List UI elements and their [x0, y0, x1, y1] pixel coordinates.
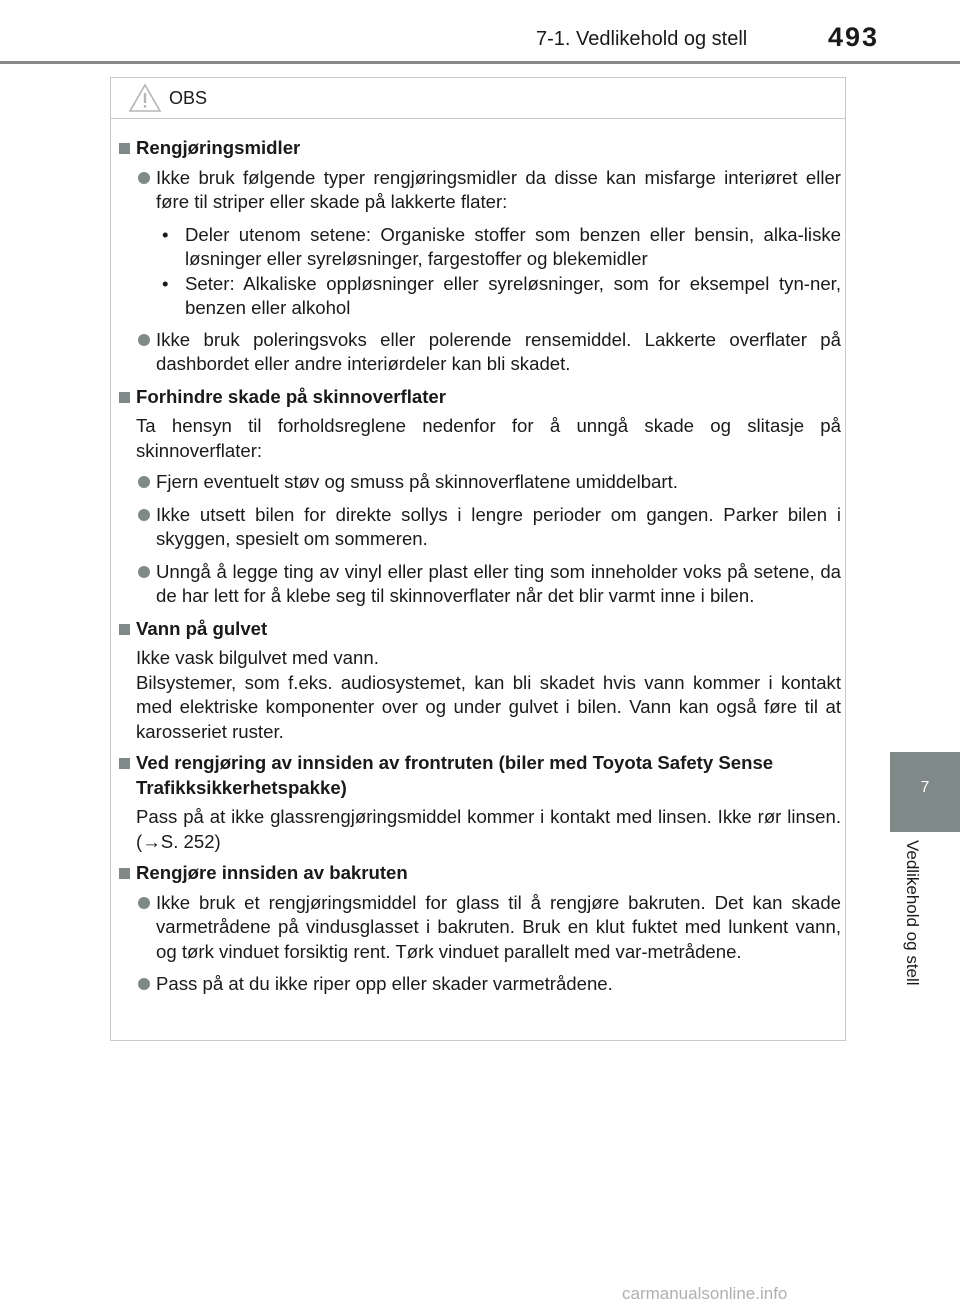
square-bullet-icon — [119, 758, 130, 769]
caution-box — [110, 77, 846, 1041]
watermark: carmanualsonline.info — [622, 1284, 788, 1303]
square-bullet-icon — [119, 392, 130, 403]
paragraph: Ikke vask bilgulvet med vann. — [136, 647, 379, 668]
header-rule — [0, 61, 960, 64]
bullet-item: Ikke utsett bilen for direkte sollys i lengre perioder om gangen. Parker bilen i skyggen, spesielt om sommeren. — [119, 503, 841, 552]
paragraph: Bilsystemer, som f.eks. audiosystemet, kan bli skadet hvis vann kommer i kontakt med elektriske komponenter over og under gulvet i bilen. Vann kan også føre til at karosseriet ruster. — [136, 671, 841, 742]
chapter-tab: 7 — [890, 752, 960, 832]
sub-list — [119, 223, 841, 321]
section-title: Forhindre skade på skinnoverflater — [119, 385, 841, 410]
sub-item: • Deler utenom setene: Organiske stoffer som benzen eller bensin, alka-liske løsninger eller syreløsninger, fargestoffer og blekemidler — [162, 223, 841, 269]
square-bullet-icon — [119, 868, 130, 879]
bullet-item: Ikke bruk et rengjøringsmiddel for glass til å rengjøre bakruten. Det kan skade varmetrådene på vindusglasset i bakruten. Bruk en klut fuktet med lunkent vann, og tørk vinduet forsiktig rent. Tørk vinduet parallelt med var-metrådene. — [119, 891, 841, 965]
section-leather-surfaces — [119, 385, 841, 609]
bullet-item: Ikke bruk følgende typer rengjøringsmidler da disse kan misfarge interiøret eller føre til striper eller skade på lakkerte flater: — [119, 166, 841, 215]
round-bullet-icon — [138, 566, 150, 578]
round-bullet-icon — [138, 897, 150, 909]
square-bullet-icon — [119, 143, 130, 154]
page-number: 493 — [828, 22, 880, 52]
warning-triangle-icon — [128, 83, 162, 113]
caution-content — [119, 136, 841, 1005]
section-cleaning-agents — [119, 136, 841, 377]
caution-header — [111, 78, 845, 119]
round-bullet-icon — [138, 509, 150, 521]
section-title: Vann på gulvet — [119, 617, 841, 642]
section-title: Rengjøre innsiden av bakruten — [119, 861, 841, 886]
section-title: Rengjøringsmidler — [119, 136, 841, 161]
bullet-item: Fjern eventuelt støv og smuss på skinnoverflatene umiddelbart. — [119, 470, 841, 495]
section-rear-window — [119, 861, 841, 997]
round-bullet-icon — [138, 978, 150, 990]
bullet-item: Unngå å legge ting av vinyl eller plast eller ting som inneholder voks på setene, da de har lett for å klebe seg til skinnoverflater når det blir varmt inne i bilen. — [119, 560, 841, 609]
bullet-item: Ikke bruk poleringsvoks eller polerende rensemiddel. Lakkerte overflater på dashbordet eller andre interiørdeler kan bli skadet. — [119, 328, 841, 377]
section-windshield-cleaning — [119, 751, 841, 854]
caution-label: OBS — [169, 88, 208, 108]
round-bullet-icon — [138, 172, 150, 184]
paragraph: Pass på at ikke glassrengjøringsmiddel kommer i kontakt med linsen. Ikke rør linsen. (→S. 252) — [136, 806, 841, 852]
round-bullet-icon — [138, 334, 150, 346]
section-water-on-floor — [119, 617, 841, 745]
square-bullet-icon — [119, 624, 130, 635]
round-bullet-icon — [138, 476, 150, 488]
small-bullet-icon: • — [162, 272, 169, 294]
paragraph: Ta hensyn til forholdsreglene nedenfor for å unngå skade og slitasje på skinnoverflater: — [136, 415, 841, 461]
chapter-side-label: Vedlikehold og stell — [903, 840, 922, 986]
bullet-item: Pass på at du ikke riper opp eller skader varmetrådene. — [119, 972, 841, 997]
small-bullet-icon: • — [162, 223, 169, 245]
sub-item: • Seter: Alkaliske oppløsninger eller syreløsninger, som for eksempel tyn-ner, benzen eller alkohol — [162, 272, 841, 318]
running-header-title: 7-1. Vedlikehold og stell — [536, 28, 748, 50]
section-title: Ved rengjøring av innsiden av frontruten (biler med Toyota Safety Sense Trafikksikkerhetspakke) — [119, 751, 841, 800]
